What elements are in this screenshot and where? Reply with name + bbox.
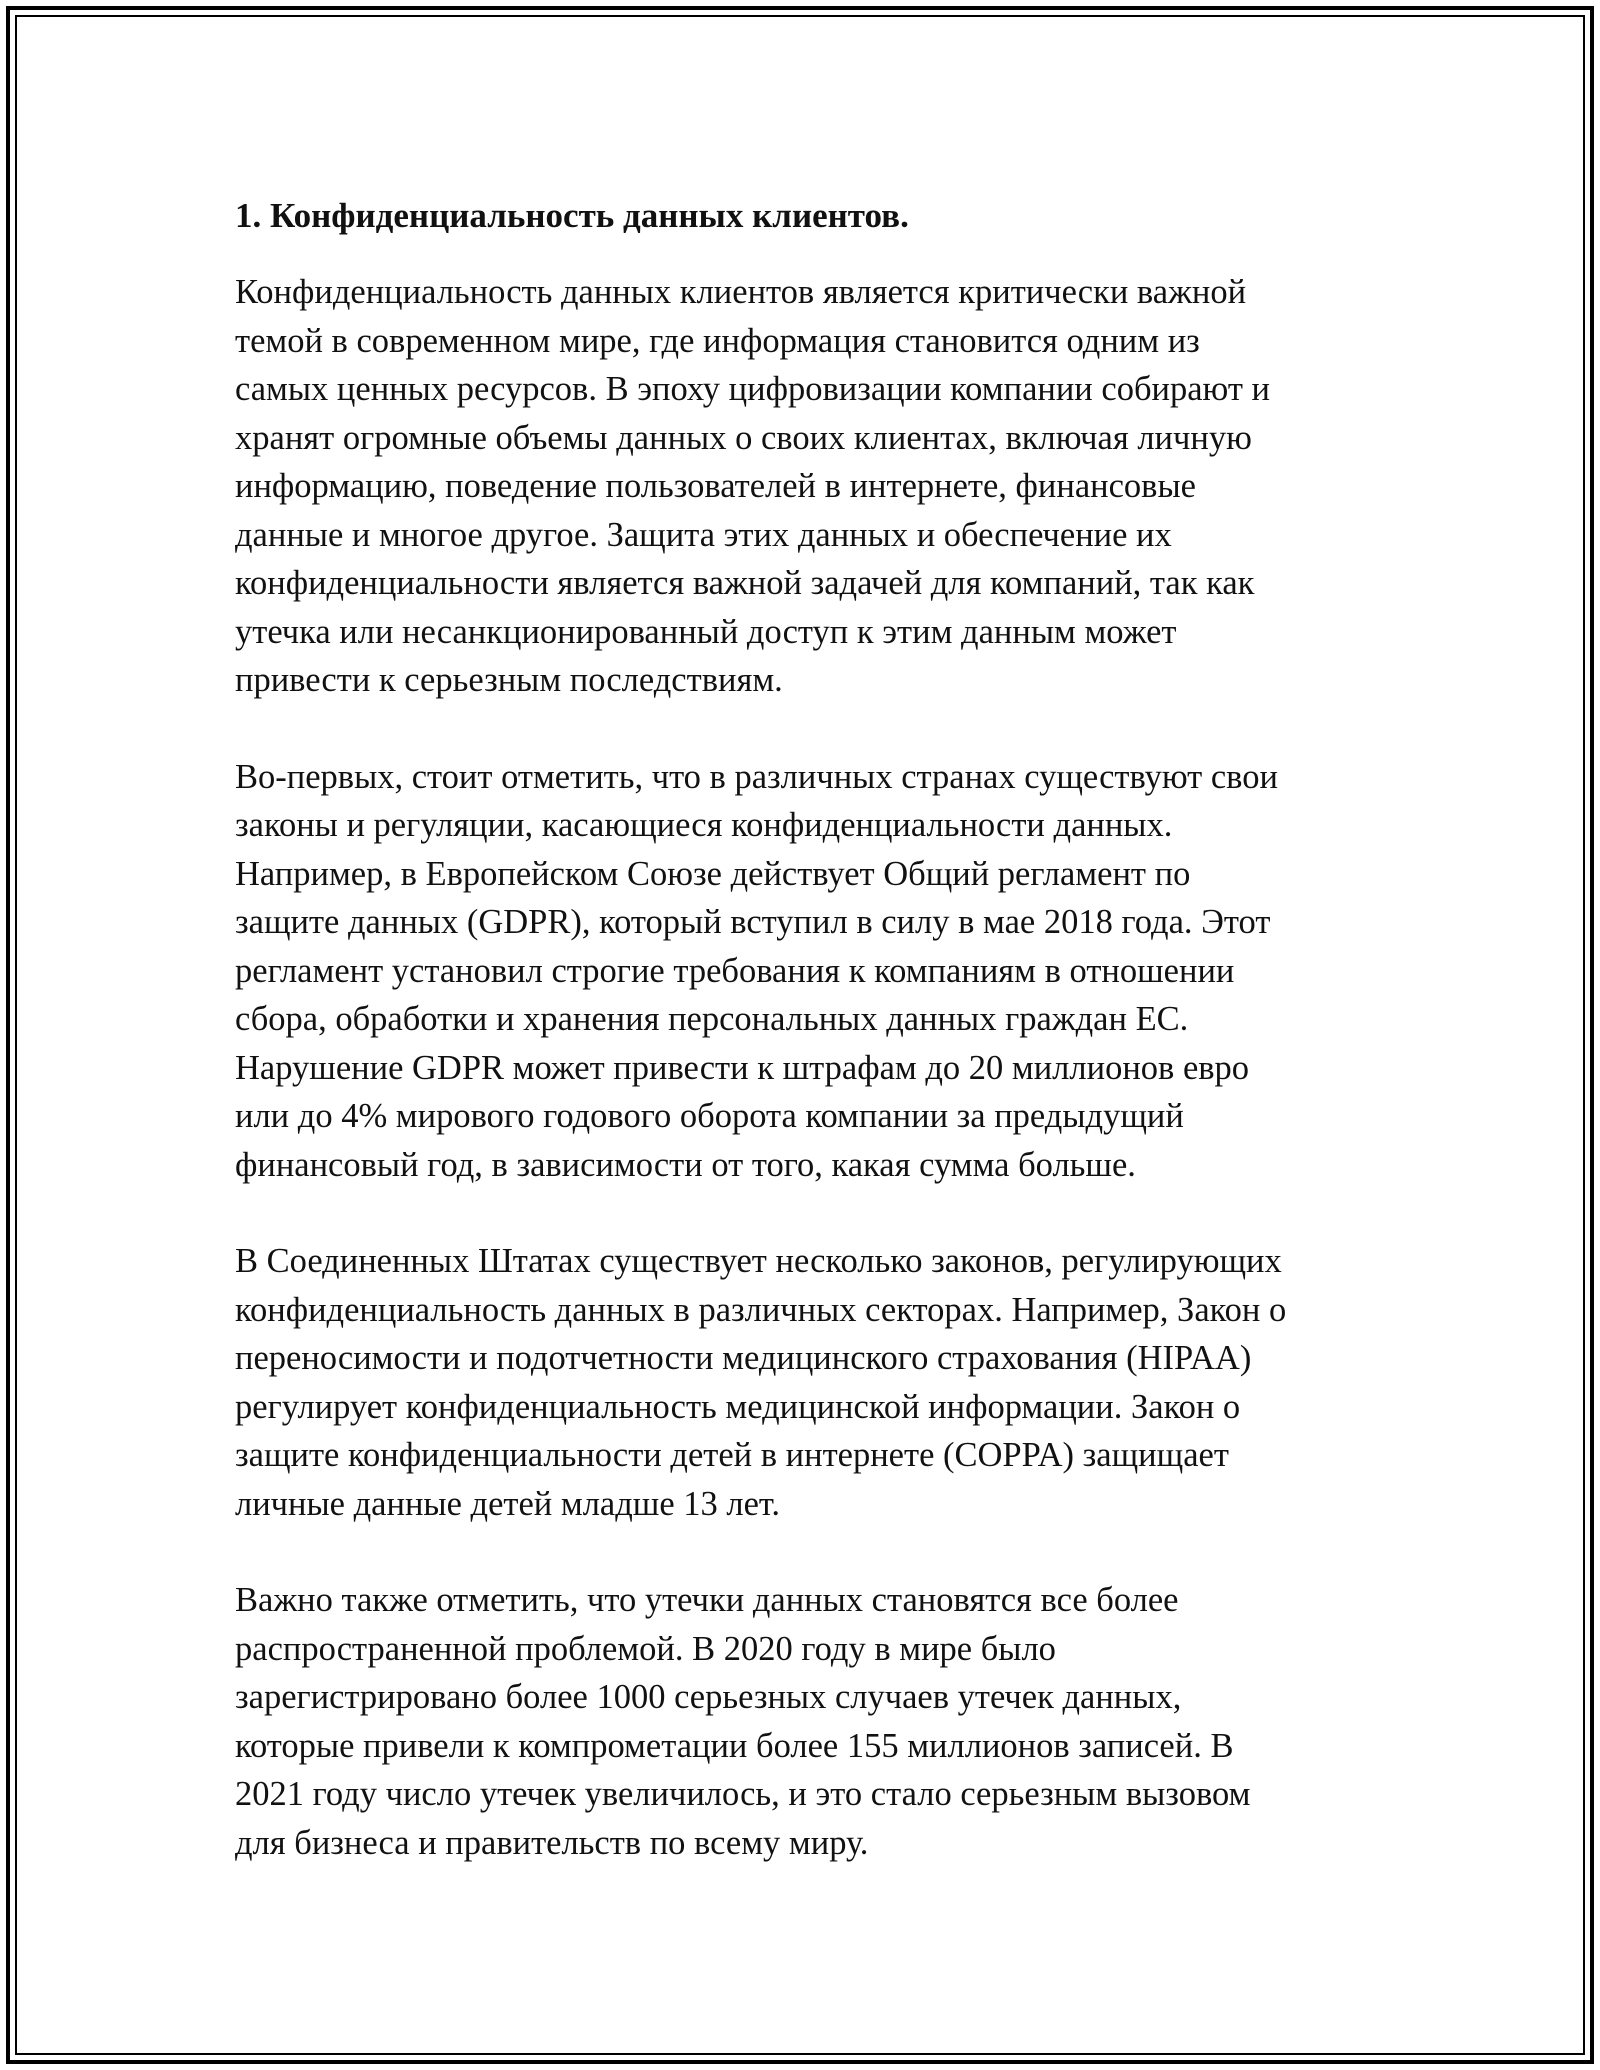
- paragraph-intro: [235, 268, 1375, 705]
- paragraph-line: сбора, обработки и хранения персональных данных граждан ЕС.: [235, 1000, 1189, 1038]
- paragraph-line: конфиденциальность данных в различных секторах. Например, Закон о: [235, 1290, 1287, 1329]
- paragraph-line: распространенной проблемой. В 2020 году в мире было: [235, 1629, 1056, 1668]
- paragraph-line: регулирует конфиденциальность медицинской информации. Закон о: [235, 1387, 1241, 1426]
- paragraph-line: регламент установил строгие требования к компаниям в отношении: [235, 951, 1235, 990]
- paragraph-line: Важно также отметить, что утечки данных становятся все более: [235, 1581, 1179, 1619]
- paragraph-gdpr: [235, 753, 1375, 1190]
- paragraph-line: конфиденциальности является важной задачей для компаний, так как: [235, 564, 1255, 602]
- paragraph-line: для бизнеса и правительств по всему миру.: [235, 1823, 869, 1862]
- paragraph-line: Конфиденциальность данных клиентов является критически важной: [235, 273, 1247, 311]
- paragraph-us-laws: [235, 1237, 1375, 1528]
- paragraph-line: финансовый год, в зависимости от того, какая сумма больше.: [235, 1145, 1136, 1184]
- paragraph-line: Во-первых, стоит отметить, что в различных странах существуют свои: [235, 757, 1278, 796]
- paragraph-line: или до 4% мирового годового оборота компании за предыдущий: [235, 1097, 1184, 1135]
- paragraph-line: защите конфиденциальности детей в интернете (COPPA) защищает: [235, 1436, 1229, 1474]
- paragraph-line: Нарушение GDPR может привести к штрафам до 20 миллионов евро: [235, 1048, 1250, 1087]
- paragraph-data-leaks: [235, 1576, 1375, 1867]
- paragraph-line: зарегистрировано более 1000 серьезных случаев утечек данных,: [235, 1678, 1182, 1716]
- paragraph-line: утечка или несанкционированный доступ к этим данным может: [235, 612, 1177, 651]
- paragraph-line: которые привели к компрометации более 155 миллионов записей. В: [235, 1726, 1234, 1765]
- paragraph-line: темой в современном мире, где информация становится одним из: [235, 321, 1200, 360]
- paragraph-line: законы и регуляции, касающиеся конфиденциальности данных.: [235, 806, 1173, 844]
- paragraph-line: привести к серьезным последствиям.: [235, 661, 783, 699]
- paragraph-line: 2021 году число утечек увеличилось, и это стало серьезным вызовом: [235, 1775, 1251, 1813]
- paragraph-line: личные данные детей младше 13 лет.: [235, 1484, 781, 1523]
- paragraph-line: информацию, поведение пользователей в интернете, финансовые: [235, 467, 1196, 505]
- paragraph-line: защите данных (GDPR), который вступил в силу в мае 2018 года. Этот: [235, 903, 1271, 941]
- document-body: [235, 188, 1375, 1915]
- section-heading: 1. Конфиденциальность данных клиентов.: [235, 196, 909, 235]
- paragraph-line: самых ценных ресурсов. В эпоху цифровизации компании собирают и: [235, 370, 1271, 408]
- paragraph-line: Например, в Европейском Союзе действует Общий регламент по: [235, 854, 1191, 893]
- paragraph-line: хранят огромные объемы данных о своих клиентах, включая личную: [235, 418, 1252, 457]
- paragraph-line: данные и многое другое. Защита этих данных и обеспечение их: [235, 515, 1172, 554]
- paragraph-line: В Соединенных Штатах существует несколько законов, регулирующих: [235, 1242, 1282, 1280]
- paragraph-line: переносимости и подотчетности медицинского страхования (HIPAA): [235, 1339, 1252, 1377]
